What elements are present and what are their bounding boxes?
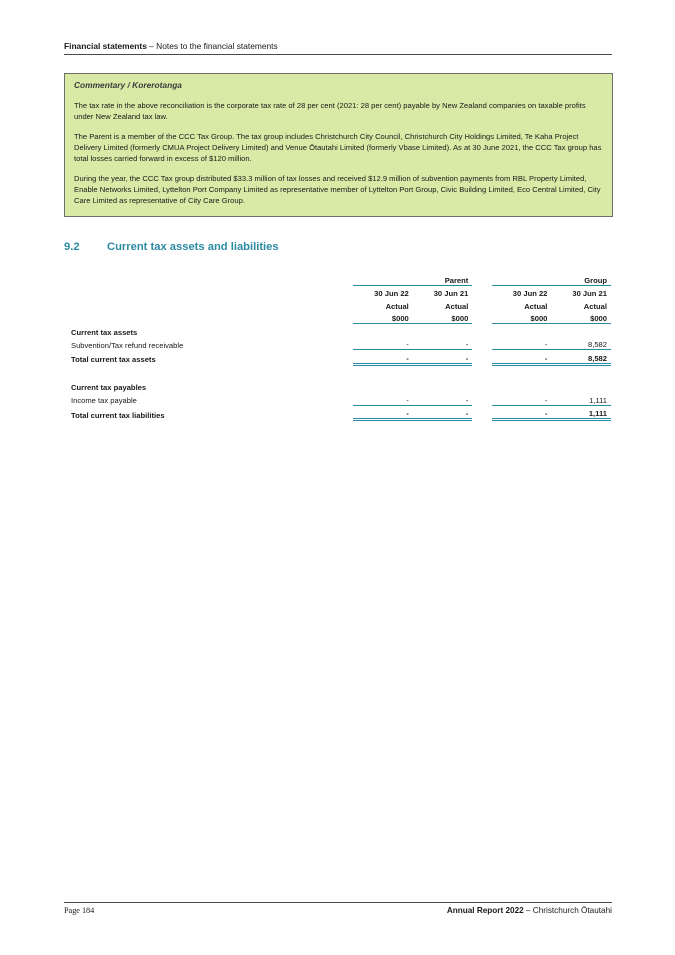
total-label: Total current tax assets xyxy=(71,355,156,364)
table-date-row xyxy=(71,285,611,298)
total-value: - xyxy=(413,405,473,420)
table-total-row xyxy=(71,350,611,365)
col-unit: $000 xyxy=(353,311,413,324)
table-row xyxy=(71,337,611,350)
tax-table xyxy=(71,272,611,421)
total-value: 1,111 xyxy=(551,405,611,420)
row-label: Income tax payable xyxy=(71,396,137,405)
cell-value: - xyxy=(406,340,409,349)
total-value: - xyxy=(413,350,473,365)
total-label: Total current tax liabilities xyxy=(71,410,165,420)
report-location: – Christchurch Ōtautahi xyxy=(523,906,612,915)
group-label-parent: Parent xyxy=(353,272,472,285)
cell-value: - xyxy=(465,395,469,405)
col-basis: Actual xyxy=(524,301,548,311)
total-value: - xyxy=(353,350,413,365)
col-date: 30 Jun 22 xyxy=(512,289,548,298)
cell-value: 1,111 xyxy=(589,395,607,405)
page-header xyxy=(64,41,612,55)
total-value: - xyxy=(492,350,552,365)
cell-value: - xyxy=(544,340,548,349)
col-date: 30 Jun 21 xyxy=(572,289,607,298)
row-label: Subvention/Tax refund receivable xyxy=(71,340,184,350)
cell-value: - xyxy=(544,395,548,405)
total-value: - xyxy=(492,405,552,420)
group-label-group: Group xyxy=(492,272,611,285)
payables-heading: Current tax payables xyxy=(71,383,147,392)
section-title: Current tax assets and liabilities xyxy=(107,241,279,253)
assets-heading: Current tax assets xyxy=(71,327,138,337)
table-basis-row xyxy=(71,298,611,311)
table-unit-row xyxy=(71,311,611,324)
table-group-header-row xyxy=(71,272,611,285)
cell-value: - xyxy=(465,340,469,349)
table-subheading-row xyxy=(71,380,611,393)
table-row xyxy=(71,392,611,405)
col-basis: Actual xyxy=(385,301,409,311)
cell-value: 8,582 xyxy=(587,340,607,349)
total-value: 8,582 xyxy=(551,350,611,365)
table-subheading-row xyxy=(71,324,611,337)
page-number: Page 184 xyxy=(64,906,95,915)
page-footer xyxy=(64,902,612,915)
cell-value: - xyxy=(406,395,409,405)
col-date: 30 Jun 21 xyxy=(433,289,469,298)
commentary-paragraph: The Parent is a member of the CCC Tax Group. The tax group includes Christchurch City Council, Christchurch City Holdings Limited, Te Kaha Project Delivery Limited (formerly CMUA Project Delivery Limited) and Venue Ōtautahi Limited (formerly Vbase Limited). As at 30 June 2021, the CCC Tax group has total losses carried forward in excess of $120 million. xyxy=(74,132,602,163)
col-date: 30 Jun 22 xyxy=(374,289,409,298)
commentary-box xyxy=(64,73,613,217)
commentary-title: Commentary / Korerotanga xyxy=(74,80,182,90)
col-unit: $000 xyxy=(551,311,611,324)
report-title xyxy=(447,906,612,915)
col-unit: $000 xyxy=(492,311,552,324)
col-unit: $000 xyxy=(413,311,473,324)
col-basis: Actual xyxy=(583,301,607,311)
table-total-row xyxy=(71,405,611,420)
section-number: 9.2 xyxy=(64,241,80,253)
total-value: - xyxy=(353,405,413,420)
header-section-name: Financial statements xyxy=(64,41,147,51)
col-basis: Actual xyxy=(445,301,469,311)
section-heading xyxy=(64,241,604,253)
table-spacer xyxy=(71,364,611,380)
commentary-paragraph: The tax rate in the above reconciliation is the corporate tax rate of 28 per cent (2021: 28 per cent) payable by New Zealand companies on taxable profits under New Zealand tax law. xyxy=(74,101,586,121)
commentary-paragraph: During the year, the CCC Tax group distributed $33.3 million of tax losses and received $12.9 million of subvention payments from RBL Property Limited, Enable Networks Limited, Lyttelton Port Company Limited as representative member of Lyttelton Port Group, Civic Building Limited, Eco Central Limited, City Care Limited as representative of City Care Group. xyxy=(74,174,601,205)
header-subsection: – Notes to the financial statements xyxy=(146,41,278,51)
report-name: Annual Report 2022 xyxy=(446,906,524,915)
